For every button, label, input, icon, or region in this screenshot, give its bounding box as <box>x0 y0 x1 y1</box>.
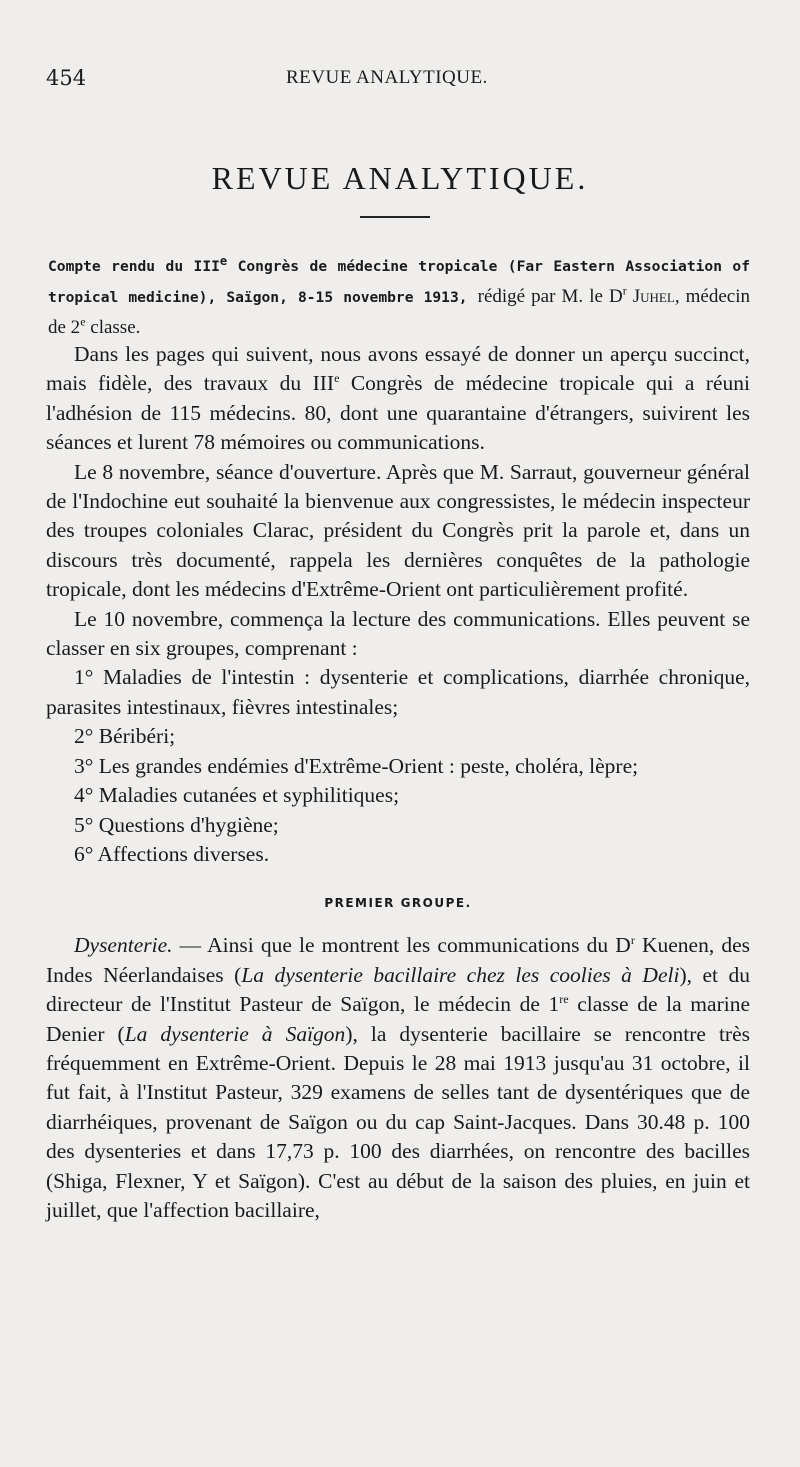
intro-text: Compte rendu du III <box>48 258 220 275</box>
dysenterie-label: Dysenterie. <box>74 933 173 958</box>
dys-sup-1: r <box>630 933 635 948</box>
paragraph-2: Le 8 novembre, séance d'ouverture. Après que M. Sarraut, gouverneur général de l'Indochine eut souhaité la bienvenue aux congressistes, le médecin inspecteur des troupes coloniales Clarac, président du Congrès prit la parole et, dans un discours très documenté, rappela les dernières conquêtes de la pathologie tropicale, dont les médecins d'Extrême-Orient ont particulièrement profité. <box>46 459 750 602</box>
intro-heading <box>48 252 750 344</box>
dys-title-2: La dysenterie à Saïgon <box>124 1021 346 1046</box>
intro-text-2: Congrès de médecine tropicale (Far Eastern Association of tropical medicine), Saïgon, 8-15 novembre 1913, <box>48 258 750 306</box>
group-item-4: 4° Maladies cutanées et syphilitiques; <box>74 783 400 808</box>
dys-a: — Ainsi que le montrent les communications du D <box>172 933 631 958</box>
dys-sup-2: re <box>559 991 569 1006</box>
group-item-6: 6° Affections diverses. <box>74 841 270 866</box>
dys-c: ), et du directeur de l'Institut Pasteur de Saïgon, le médecin de 1 <box>46 962 750 1017</box>
group-list <box>46 663 750 869</box>
author-sup: r <box>622 283 627 298</box>
author-prefix: rédigé par M. le D <box>477 286 623 307</box>
section-heading: PREMIER GROUPE. <box>324 896 472 911</box>
running-head: REVUE ANALYTIQUE. <box>286 67 488 88</box>
group-item-1: 1° Maladies de l'intestin : dysenterie et complications, diarrhée chronique, parasites intestinaux, fièvres intestinales; <box>46 665 750 719</box>
dys-d: classe de la marine Denier ( <box>46 992 750 1046</box>
paragraph-1 <box>46 340 750 458</box>
group-item-5: 5° Questions d'hygiène; <box>74 812 279 837</box>
author-end: classe. <box>85 317 141 338</box>
author-suffix: , médecin de 2 <box>48 286 750 338</box>
page-title: REVUE ANALYTIQUE. <box>211 160 589 196</box>
title-rule <box>360 216 430 218</box>
author-sup-2: e <box>80 314 86 329</box>
p1-b: Congrès de médecine tropicale qui a réuni l'adhésion de 115 médecins. 80, dont une quarantaine d'étrangers, suivirent les séances et lurent 78 mémoires ou communications. <box>46 371 750 455</box>
article-body <box>46 340 750 1225</box>
page-number: 454 <box>46 66 87 90</box>
author-name: Juhel <box>626 286 675 307</box>
p1-sup: e <box>334 371 340 386</box>
group-item-3: 3° Les grandes endémies d'Extrême-Orient : peste, choléra, lèpre; <box>74 753 639 778</box>
paragraph-3: Le 10 novembre, commença la lecture des communications. Elles peuvent se classer en six groupes, comprenant : <box>46 606 750 661</box>
dys-e: ), la dysenterie bacillaire se rencontre très fréquemment en Extrême-Orient. Depuis le 28 mai 1913 jusqu'au 31 octobre, il fut fait, à l'Institut Pasteur, 329 examens de selles tant de dysentériques que de diarrhéiques, provenant de Saïgon ou du cap Saint-Jacques. Dans 30.48 p. 100 des dysenteries et dans 17,73 p. 100 des diarrhées, on rencontre des bacilles (Shiga, Flexner, Y et Saïgon). C'est au début de la saison des pluies, en juin et juillet, que l'affection bacillaire, <box>46 1021 750 1222</box>
group-item-2: 2° Béribéri; <box>74 724 176 749</box>
paragraph-dysenterie <box>46 931 750 1225</box>
dys-title-1: La dysenterie bacillaire chez les coolies à Deli <box>241 962 680 987</box>
p1-a: Dans les pages qui suivent, nous avons essayé de donner un aperçu succinct, mais fidèle, des travaux du III <box>46 342 750 396</box>
dys-b: Kuenen, des Indes Néerlandaises ( <box>46 933 750 987</box>
intro-sup: e <box>219 254 228 269</box>
